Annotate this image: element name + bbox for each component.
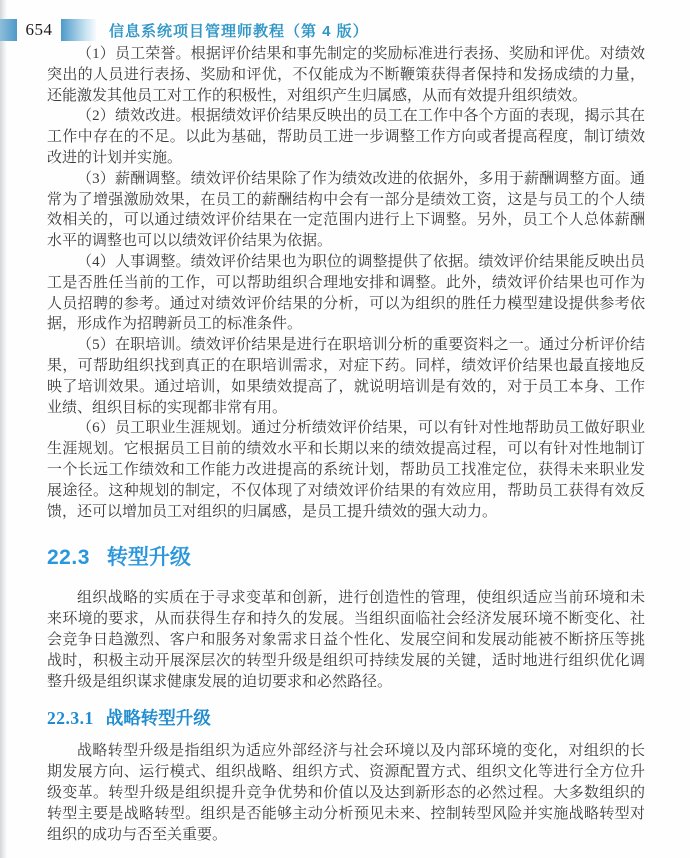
running-header <box>0 19 369 41</box>
section-intro-paragraph: 组织战略的实质在于寻求变革和创新，进行创造性的管理，使组织适应当前环境和未来环境的要求，从而获得生存和持久的发展。当组织面临社会经济发展环境不断变化、社会竞争日趋激烈、客户和服务对象需求日益个性化、发展空间和发展动能被不断挤压等挑战时，积极主动开展深层次的转型升级是组织可持续发展的关键，适时地进行组织优化调整升级是组织谋求健康发展的迫切要求和必然路径。 <box>47 590 645 690</box>
page-body <box>47 44 645 845</box>
list-item-3: （3）薪酬调整。绩效评价结果除了作为绩效改进的依据外，多用于薪酬调整方面。通常为了增强激励效果，在员工的薪酬结构中会有一部分是绩效工资，这是与员工的个人绩效相关的，可以通过绩效评价结果在一定范围内进行上下调整。另外，员工个人总体薪酬水平的调整也可以以绩效评价结果为依据。 <box>47 170 645 250</box>
section-title: 转型升级 <box>106 546 191 570</box>
subsection-number: 22.3.1 <box>47 708 94 729</box>
list-item-4: （4）人事调整。绩效评价结果也为职位的调整提供了依据。绩效评价结果能反映出员工是否胜任当前的工作，可以帮助组织合理地安排和调整。此外，绩效评价结果也可作为人员招聘的参考。通过对绩效评价结果的分析，可以为组织的胜任力模型建设提供参考依据，形成作为招聘新员工的标准条件。 <box>47 253 645 333</box>
subsection-body-paragraph: 战略转型升级是指组织为适应外部经济与社会环境以及内部环境的变化，对组织的长期发展方向、运行模式、组织战略、组织方式、资源配置方式、组织文化等进行全方位升级变革。转型升级是组织提升竞争优势和价值以及达到新形态的必然过程。大多数组织的转型主要是战略转型。组织是否能够主动分析预见未来、控制转型风险并实施战略转型对组织的成功与否至关重要。 <box>47 743 645 843</box>
list-item-1: （1）员工荣誉。根据评价结果和事先制定的奖励标准进行表扬、奖励和评优。对绩效突出的人员进行表扬、奖励和评优，不仅能成为不断鞭策获得者保持和发扬成绩的力量，还能激发其他员工对工作的积极性，对组织产生归属感，从而有效提升组织绩效。 <box>47 46 645 104</box>
section-heading-22-3 <box>47 544 645 572</box>
list-item-5: （5）在职培训。绩效评价结果是进行在职培训分析的重要资料之一。通过分析评价结果，可帮助组织找到真正的在职培训需求，对症下药。同样，绩效评价结果也最直接地反映了培训效果。通过培训，如果绩效提高了，就说明培训是有效的，对于员工本身、工作业绩、组织目标的实现都非常有用。 <box>47 337 645 416</box>
section-number: 22.3 <box>47 546 90 570</box>
subsection-heading-22-3-1 <box>47 706 645 730</box>
subsection-title: 战略转型升级 <box>105 708 211 729</box>
page-edge-shadow <box>0 0 7 858</box>
list-item-6: （6）员工职业生涯规划。通过分析绩效评价结果，可以有针对性地帮助员工做好职业生涯规划。它根据员工目前的绩效水平和长期以来的绩效提高过程，可以有针对性地制订一个长远工作绩效和工作能力改进提高的系统计划，帮助员工找准定位，获得未来职业发展途径。这种规划的制定，不仅体现了对绩效评价结果的有效应用，帮助员工获得有效反馈，还可以增加员工对组织的归属感，是员工提升绩效的强大动力。 <box>47 420 645 520</box>
list-item-2: （2）绩效改进。根据绩效评价结果反映出的员工在工作中各个方面的表现，揭示其在工作中存在的不足。以此为基础，帮助员工进一步调整工作方向或者提高程度，制订绩效改进的计划并实施。 <box>47 108 645 166</box>
header-accent-block <box>0 19 17 41</box>
book-title: 信息系统项目管理师教程（第 4 版） <box>109 22 369 40</box>
page-number: 654 <box>25 20 53 39</box>
header-accent-band <box>61 19 96 41</box>
